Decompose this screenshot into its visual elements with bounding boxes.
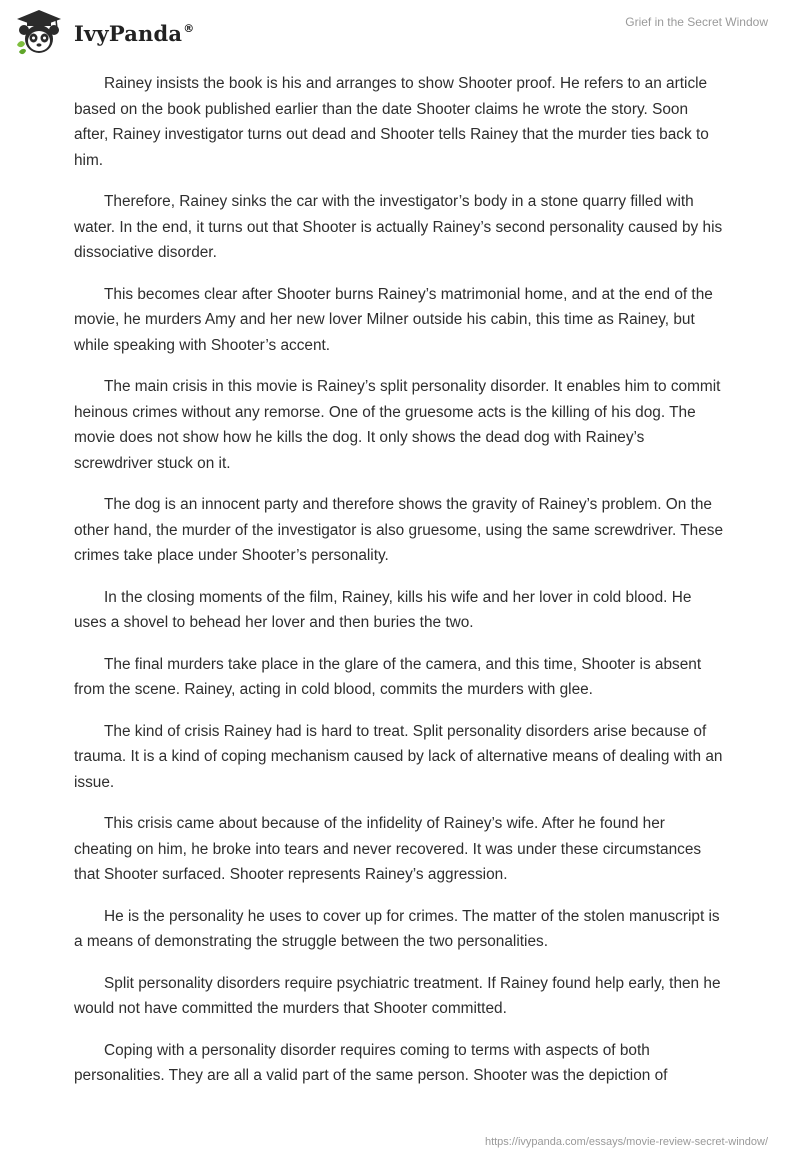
paragraph: The kind of crisis Rainey had is hard to treat. Split personality disorders arise because of trauma. It is a kind of coping mechanism caused by lack of alternative means of dealing with an issue. bbox=[74, 722, 723, 791]
paragraph: He is the personality he uses to cover up for crimes. The matter of the stolen manuscript is a means of demonstrating the struggle between the two personalities. bbox=[74, 907, 720, 950]
paragraph: Rainey insists the book is his and arranges to show Shooter proof. He refers to an article based on the book published earlier than the date Shooter claims he wrote the story. Soon after, Rainey investigator turns out dead and Shooter tells Rainey that the murder ties back to him. bbox=[74, 75, 709, 169]
paragraph: The final murders take place in the glare of the camera, and this time, Shooter is absent from the scene. Rainey, acting in cold blood, commits the murders with glee. bbox=[74, 655, 702, 698]
paragraph: This becomes clear after Shooter burns Rainey’s matrimonial home, and at the end of the movie, he murders Amy and her new lover Milner outside his cabin, this time as Rainey, but while speaking with Shooter’s accent. bbox=[74, 285, 713, 354]
panda-graduate-icon bbox=[14, 8, 64, 56]
source-url[interactable]: https://ivypanda.com/essays/movie-review-secret-window/ bbox=[484, 1136, 768, 1148]
essay-body bbox=[74, 71, 724, 1105]
paragraph: In the closing moments of the film, Rainey, kills his wife and her lover in cold blood. He uses a shovel to behead her lover and then buries the two. bbox=[74, 588, 692, 631]
paragraph: Therefore, Rainey sinks the car with the investigator’s body in a stone quarry filled with water. In the end, it turns out that Shooter is actually Rainey’s second personality caused by his dissociative disorder. bbox=[74, 193, 723, 261]
paragraph: This crisis came about because of the infidelity of Rainey’s wife. After he found her cheating on him, he broke into tears and never recovered. It was under these circumstances that Shooter surfaced. Shooter represents Rainey’s aggression. bbox=[74, 815, 702, 883]
brand-name: IvyPanda® bbox=[74, 20, 195, 46]
page-header bbox=[0, 0, 800, 60]
ivypanda-logo[interactable] bbox=[14, 8, 194, 56]
paragraph: The main crisis in this movie is Rainey’s split personality disorder. It enables him to commit heinous crimes without any remorse. One of the gruesome acts is the killing of his dog. The movie does not show how he kills the dog. It only shows the dead dog with Rainey’s screwdriver stuck on it. bbox=[74, 378, 721, 472]
document-title: Grief in the Secret Window bbox=[625, 15, 768, 29]
paragraph: The dog is an innocent party and therefore shows the gravity of Rainey’s problem. On the other hand, the murder of the investigator is also gruesome, using the same screwdriver. These crimes take place under Shooter’s personality. bbox=[74, 496, 724, 564]
paragraph: Split personality disorders require psychiatric treatment. If Rainey found help early, then he would not have committed the murders that Shooter committed. bbox=[74, 974, 721, 1017]
paragraph: Coping with a personality disorder requires coming to terms with aspects of both personalities. They are all a valid part of the same person. Shooter was the depiction of bbox=[74, 1041, 668, 1084]
